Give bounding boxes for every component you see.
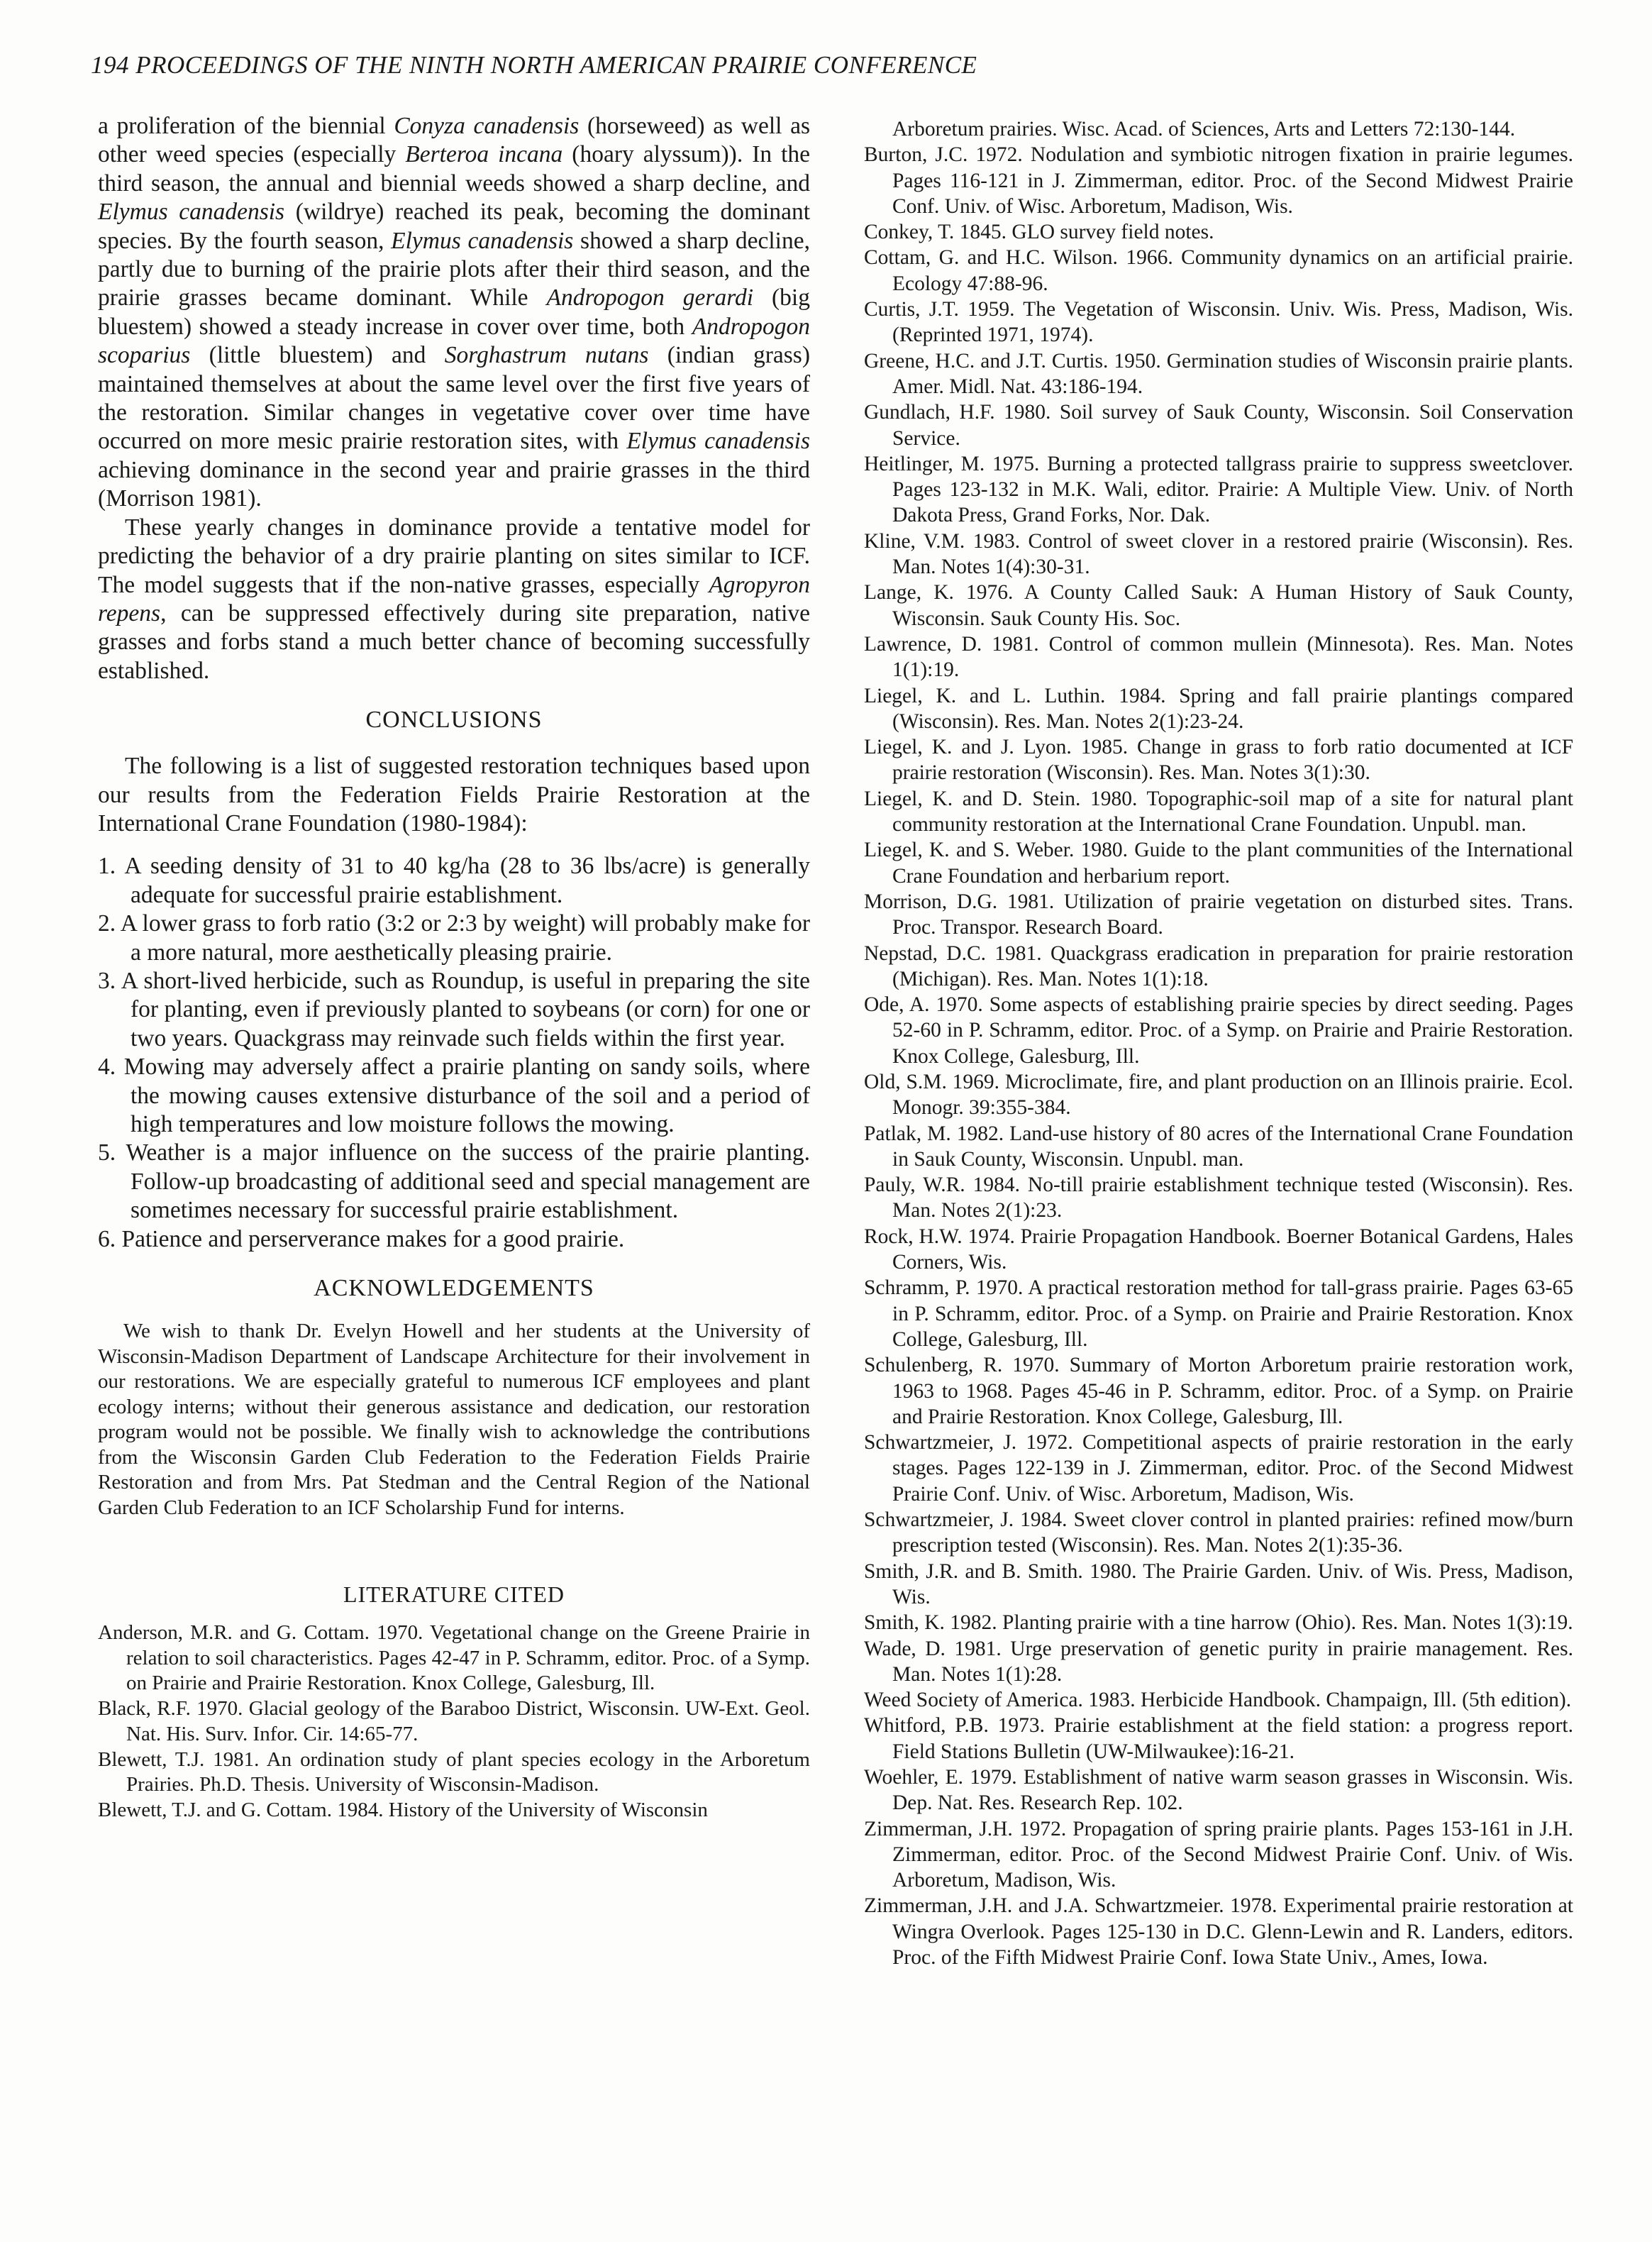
species-name: Elymus canadensis <box>626 428 810 455</box>
species-name: Agropyron repens <box>98 571 810 626</box>
reference: Blewett, T.J. 1981. An ordination study of plant species ecology in the Arboretum Prairies. Ph.D. Thesis. University of Wisconsin-Madison. <box>98 1747 810 1796</box>
species-name: Conyza canadensis <box>394 113 580 139</box>
reference: Nepstad, D.C. 1981. Quackgrass eradication in preparation for prairie restoration (Michigan). Res. Man. Notes 1(1):18. <box>864 941 1573 990</box>
reference: Morrison, D.G. 1981. Utilization of prairie vegetation on disturbed sites. Trans. Proc. Transpor. Research Board. <box>864 890 1573 939</box>
reference: Anderson, M.R. and G. Cottam. 1970. Vegetational change on the Greene Prairie in relation to soil characteristics. Pages 42-47 in P. Schramm, editor. Proc. of a Symp. on Prairie and Prairie Restoration. Knox College, Galesburg, Ill. <box>98 1621 810 1695</box>
left-column <box>98 112 810 1823</box>
reference: Greene, H.C. and J.T. Curtis. 1950. Germination studies of Wisconsin prairie plants. Amer. Midl. Nat. 43:186-194. <box>864 349 1573 398</box>
list-item: 6. Patience and perserverance makes for a good prairie. <box>98 1225 625 1252</box>
running-title: PROCEEDINGS OF THE NINTH NORTH AMERICAN PRAIRIE CONFERENCE <box>135 51 977 79</box>
species-name: Andropogon gerardi <box>546 285 754 311</box>
reference: Heitlinger, M. 1975. Burning a protected tallgrass prairie to suppress sweetclover. Pages 123-132 in M.K. Wali, editor. Prairie: A Multiple View. Univ. of North Dakota Press, Grand Forks, Nor. Dak. <box>864 452 1573 527</box>
reference: Woehler, E. 1979. Establishment of native warm season grasses in Wisconsin. Wis. Dep. Nat. Res. Research Rep. 102. <box>864 1766 1573 1815</box>
list-item: 5. Weather is a major influence on the success of the prairie planting. Follow-up broadcasting of additional seed and special management are sometimes necessary for successful prairie establishment. <box>98 1139 810 1224</box>
conclusions-list <box>98 852 810 1254</box>
reference: Old, S.M. 1969. Microclimate, fire, and plant production on an Illinois prairie. Ecol. Monogr. 39:355-384. <box>864 1070 1573 1120</box>
intro-paragraph-1: a proliferation of the biennial Conyza canadensis (horseweed) as well as other weed species (especially Berteroa incana (hoary alyssum)). In the third season, the annual and biennial weeds showed a sharp decline, and Elymus canadensis (wildrye) reached its peak, becoming the dominant species. By the fourth season, Elymus canadensis showed a sharp decline, partly due to burning of the prairie plots after their third season, and the prairie grasses became dominant. While Andropogon gerardi (big bluestem) showed a steady increase in cover over time, both Andropogon scoparius (little bluestem) and Sorghastrum nutans (indian grass) maintained themselves at about the same level over the first five years of the restoration. Similar changes in vegetative cover over time have occurred on more mesic prairie restoration sites, with Elymus canadensis achieving dominance in the second year and prairie grasses in the third (Morrison 1981). <box>98 113 811 512</box>
reference: Gundlach, H.F. 1980. Soil survey of Sauk County, Wisconsin. Soil Conservation Service. <box>864 401 1573 450</box>
reference: Pauly, W.R. 1984. No-till prairie establishment technique tested (Wisconsin). Res. Man. Notes 2(1):23. <box>864 1174 1573 1222</box>
page-number: 194 <box>91 51 129 79</box>
species-name: Elymus canadensis <box>98 199 285 226</box>
reference: Schulenberg, R. 1970. Summary of Morton Arboretum prairie restoration work, 1963 to 1968. Pages 45-46 in P. Schramm, editor. Proc. of a Symp. on Prairie and Prairie Restoration. Knox College, Galesburg, Ill. <box>864 1354 1573 1428</box>
list-item: 2. A lower grass to forb ratio (3:2 or 2:3 by weight) will probably make for a more natural, more aesthetically pleasing prairie. <box>98 910 810 966</box>
reference: Ode, A. 1970. Some aspects of establishing prairie species by direct seeding. Pages 52-60 in P. Schramm, editor. Proc. of a Symp. on Prairie and Prairie Restoration. Knox College, Galesburg, Ill. <box>864 993 1573 1068</box>
list-item: 1. A seeding density of 31 to 40 kg/ha (28 to 36 lbs/acre) is generally adequate for successful prairie establishment. <box>98 853 810 908</box>
acknowledgements-text: We wish to thank Dr. Evelyn Howell and her students at the University of Wisconsin-Madison Department of Landscape Architecture for their involvement in our restorations. We are especially grateful to numerous ICF employees and plant ecology interns; without their generous assistance and dedication, our restoration program would not be possible. We finally wish to acknowledge the contributions from the Wisconsin Garden Club Federation to the Federation Fields Prairie Restoration and from Mrs. Pat Stedman and the Central Region of the National Garden Club Federation to an ICF Scholarship Fund for interns. <box>98 1320 810 1519</box>
right-column <box>864 116 1573 1970</box>
intro-paragraph-2: These yearly changes in dominance provide a tentative model for predicting the behavior of a dry prairie planting on sites similar to ICF. The model suggests that if the non-native grasses, especially Agropyron repens, can be suppressed effectively during site preparation, native grasses and forbs stand a much better chance of becoming successfully established. <box>98 514 810 684</box>
reference: Cottam, G. and H.C. Wilson. 1966. Community dynamics on an artificial prairie. Ecology 47:88-96. <box>864 246 1573 295</box>
reference: Zimmerman, J.H. 1972. Propagation of spring prairie plants. Pages 153-161 in J.H. Zimmerman, editor. Proc. of the Second Midwest Prairie Conf. Univ. of Wis. Arboretum, Madison, Wis. <box>864 1817 1573 1892</box>
acknowledgements-heading: ACKNOWLEDGEMENTS <box>314 1275 594 1302</box>
reference: Schwartzmeier, J. 1984. Sweet clover control in planted prairies: refined mow/burn prescription tested (Wisconsin). Res. Man. Notes 2(1):35-36. <box>864 1508 1573 1557</box>
species-name: Andropogon scoparius <box>98 313 810 369</box>
reference: Zimmerman, J.H. and J.A. Schwartzmeier. 1978. Experimental prairie restoration at Wingra Overlook. Pages 125-130 in D.C. Glenn-Lewin and R. Landers, editors. Proc. of the Fifth Midwest Prairie Conf. Iowa State Univ., Ames, Iowa. <box>864 1894 1573 1970</box>
list-item: 4. Mowing may adversely affect a prairie planting on sandy soils, where the mowing causes extensive disturbance of the soil and a period of high temperatures and low moisture follows the mowing. <box>98 1054 810 1137</box>
reference: Curtis, J.T. 1959. The Vegetation of Wisconsin. Univ. Wis. Press, Madison, Wis. (Reprinted 1971, 1974). <box>864 298 1573 347</box>
reference: Burton, J.C. 1972. Nodulation and symbiotic nitrogen fixation in prairie legumes. Pages 116-121 in J. Zimmerman, editor. Proc. of the Second Midwest Prairie Conf. Univ. of Wisc. Arboretum, Madison, Wis. <box>864 143 1573 218</box>
reference: Conkey, T. 1845. GLO survey field notes. <box>864 221 1214 244</box>
species-name: Berteroa incana <box>405 141 563 168</box>
reference: Liegel, K. and S. Weber. 1980. Guide to the plant communities of the International Crane Foundation and herbarium report. <box>864 839 1573 888</box>
reference: Schwartzmeier, J. 1972. Competitional aspects of prairie restoration in the early stages. Pages 122-139 in J. Zimmerman, editor. Proc. of the Second Midwest Prairie Conf. Univ. of Wisc. Arboretum, Madison, Wis. <box>864 1431 1573 1506</box>
running-header <box>91 51 1580 79</box>
conclusions-heading: CONCLUSIONS <box>365 707 543 734</box>
reference: Weed Society of America. 1983. Herbicide Handbook. Champaign, Ill. (5th edition). <box>864 1689 1572 1712</box>
species-name: Elymus canadensis <box>391 227 574 254</box>
reference: Black, R.F. 1970. Glacial geology of the Baraboo District, Wisconsin. UW-Ext. Geol. Nat. His. Surv. Infor. Cir. 14:65-77. <box>98 1697 810 1745</box>
reference: Schramm, P. 1970. A practical restoration method for tall-grass prairie. Pages 63-65 in P. Schramm, editor. Proc. of a Symp. on Prairie and Prairie Restoration. Knox College, Galesburg, Ill. <box>864 1276 1573 1351</box>
reference: Wade, D. 1981. Urge preservation of genetic purity in prairie management. Res. Man. Notes 1(1):28. <box>864 1637 1573 1686</box>
reference-continued: Arboretum prairies. Wisc. Acad. of Sciences, Arts and Letters 72:130-144. <box>892 118 1516 140</box>
reference: Smith, J.R. and B. Smith. 1980. The Prairie Garden. Univ. of Wis. Press, Madison, Wis. <box>864 1559 1573 1608</box>
reference: Rock, H.W. 1974. Prairie Propagation Handbook. Boerner Botanical Gardens, Hales Corners, Wis. <box>864 1225 1573 1274</box>
reference: Lange, K. 1976. A County Called Sauk: A Human History of Sauk County, Wisconsin. Sauk County His. Soc. <box>864 581 1573 630</box>
reference: Kline, V.M. 1983. Control of sweet clover in a restored prairie (Wisconsin). Res. Man. Notes 1(4):30-31. <box>864 529 1573 579</box>
list-item: 3. A short-lived herbicide, such as Roundup, is useful in preparing the site for planting, even if previously planted to soybeans (or corn) for one or two years. Quackgrass may reinvade such fields within the first year. <box>98 967 810 1051</box>
reference: Liegel, K. and J. Lyon. 1985. Change in grass to forb ratio documented at ICF prairie restoration (Wisconsin). Res. Man. Notes 3(1):30. <box>864 736 1573 785</box>
literature-heading: LITERATURE CITED <box>343 1581 565 1608</box>
species-name: Sorghastrum nutans <box>444 342 649 369</box>
reference: Liegel, K. and D. Stein. 1980. Topographic-soil map of a site for natural plant community restoration at the International Crane Foundation. Unpubl. man. <box>864 787 1573 836</box>
reference: Whitford, P.B. 1973. Prairie establishment at the field station: a progress report. Field Stations Bulletin (UW-Milwaukee):16-21. <box>864 1714 1573 1763</box>
reference: Lawrence, D. 1981. Control of common mullein (Minnesota). Res. Man. Notes 1(1):19. <box>864 632 1573 682</box>
reference: Liegel, K. and L. Luthin. 1984. Spring and fall prairie plantings compared (Wisconsin). Res. Man. Notes 2(1):23-24. <box>864 684 1573 733</box>
reference: Blewett, T.J. and G. Cottam. 1984. History of the University of Wisconsin <box>98 1798 708 1821</box>
conclusions-lead: The following is a list of suggested restoration techniques based upon our results from the Federation Fields Prairie Restoration at the International Crane Foundation (1980-1984): <box>98 753 810 836</box>
reference: Smith, K. 1982. Planting prairie with a tine harrow (Ohio). Res. Man. Notes 1(3):19. <box>864 1611 1573 1635</box>
reference: Patlak, M. 1982. Land-use history of 80 acres of the International Crane Foundation in Sauk County, Wisconsin. Unpubl. man. <box>864 1122 1573 1171</box>
